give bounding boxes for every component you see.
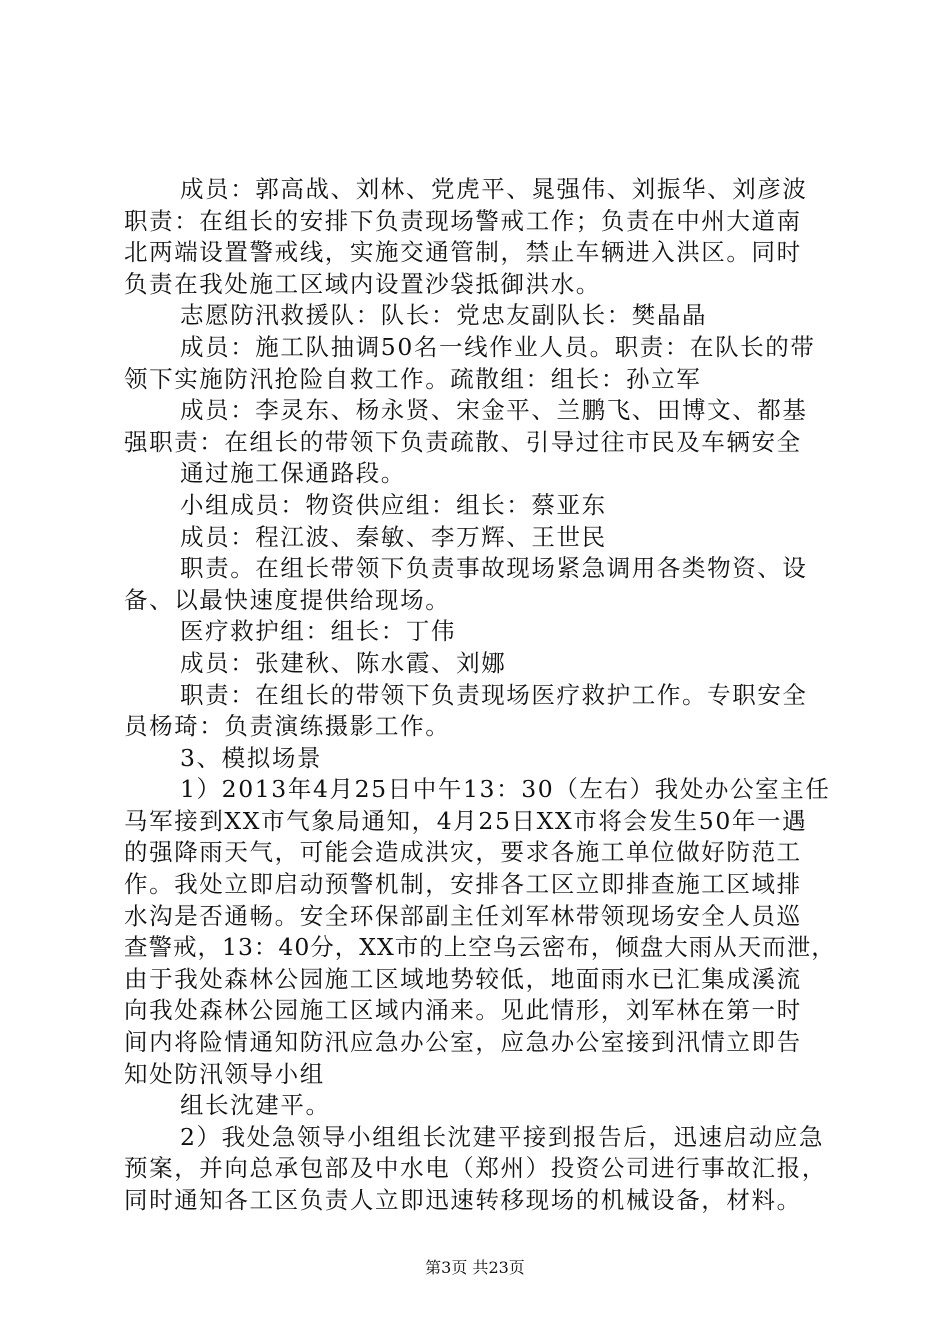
text-line: 职责。在组长带领下负责事故现场紧急调用各类物资、设 [180, 554, 808, 583]
text-line: 成员：郭高战、刘林、党虎平、晁强伟、刘振华、刘彦波 [180, 175, 808, 203]
text-line: 领下实施防汛抢险自救工作。疏散组：组长：孙立军 [124, 364, 702, 393]
text-line: 成员：李灵东、杨永贤、宋金平、兰鹏飞、田博文、都基 [180, 396, 808, 425]
text-line: 作。我处立即启动预警机制，安排各工区立即排查施工区域排 [124, 870, 802, 899]
text-line: 成员：施工队抽调50名一线作业人员。职责：在队长的带 [180, 332, 816, 361]
text-line: 的强降雨天气，可能会造成洪灾，要求各施工单位做好防范工 [124, 838, 802, 867]
text-line: 医疗救护组：组长：丁伟 [180, 617, 457, 646]
text-line: 查警戒，13：40分，XX市的上空乌云密布，倾盘大雨从天而泄， [124, 933, 836, 962]
text-line: 北两端设置警戒线，实施交通管制，禁止车辆进入洪区。同时 [124, 238, 802, 267]
text-line: 2）我处急领导小组组长沈建平接到报告后，迅速启动应急 [180, 1122, 825, 1151]
text-line: 向我处森林公园施工区域内涌来。见此情形，刘军林在第一时 [124, 996, 802, 1025]
text-line: 1）2013年4月25日中午13：30（左右）我处办公室主任 [180, 775, 831, 804]
page-footer: 第3页 共23页 [425, 1258, 525, 1277]
text-line: 同时通知各工区负责人立即迅速转移现场的机械设备，材料。 [124, 1186, 802, 1214]
text-line: 成员：张建秋、陈水霞、刘娜 [180, 648, 507, 677]
text-line: 职责：在组长的带领下负责现场医疗救护工作。专职安全 [180, 680, 808, 709]
text-line: 马军接到XX市气象局通知，4月25日XX市将会发生50年一遇 [124, 806, 808, 835]
text-line: 由于我处森林公园施工区域地势较低，地面雨水已汇集成溪流 [124, 964, 802, 993]
document-body [124, 174, 836, 1217]
text-line: 志愿防汛救援队：队长：党忠友副队长：樊晶晶 [180, 301, 708, 330]
text-line: 成员：程江波、秦敏、李万辉、王世民 [180, 522, 607, 551]
text-line: 负责在我处施工区域内设置沙袋抵御洪水。 [124, 269, 601, 298]
text-line: 组长沈建平。 [180, 1091, 331, 1120]
text-line: 知处防汛领导小组 [124, 1059, 325, 1088]
text-line: 职责：在组长的安排下负责现场警戒工作；负责在中州大道南 [124, 206, 802, 235]
text-line: 通过施工保通路段。 [180, 459, 406, 488]
text-line: 3、模拟场景 [180, 743, 323, 772]
text-line: 间内将险情通知防汛应急办公室，应急办公室接到汛情立即告 [124, 1028, 802, 1057]
text-line: 水沟是否通畅。安全环保部副主任刘军林带领现场安全人员巡 [124, 901, 802, 930]
text-line: 备、以最快速度提供给现场。 [124, 585, 451, 614]
text-line: 预案，并向总承包部及中水电（郑州）投资公司进行事故汇报， [124, 1154, 827, 1183]
text-line: 小组成员：物资供应组：组长：蔡亚东 [180, 490, 607, 519]
text-line: 强职责：在组长的带领下负责疏散、引导过往市民及车辆安全 [124, 427, 802, 456]
text-line: 员杨琦：负责演练摄影工作。 [124, 712, 451, 741]
